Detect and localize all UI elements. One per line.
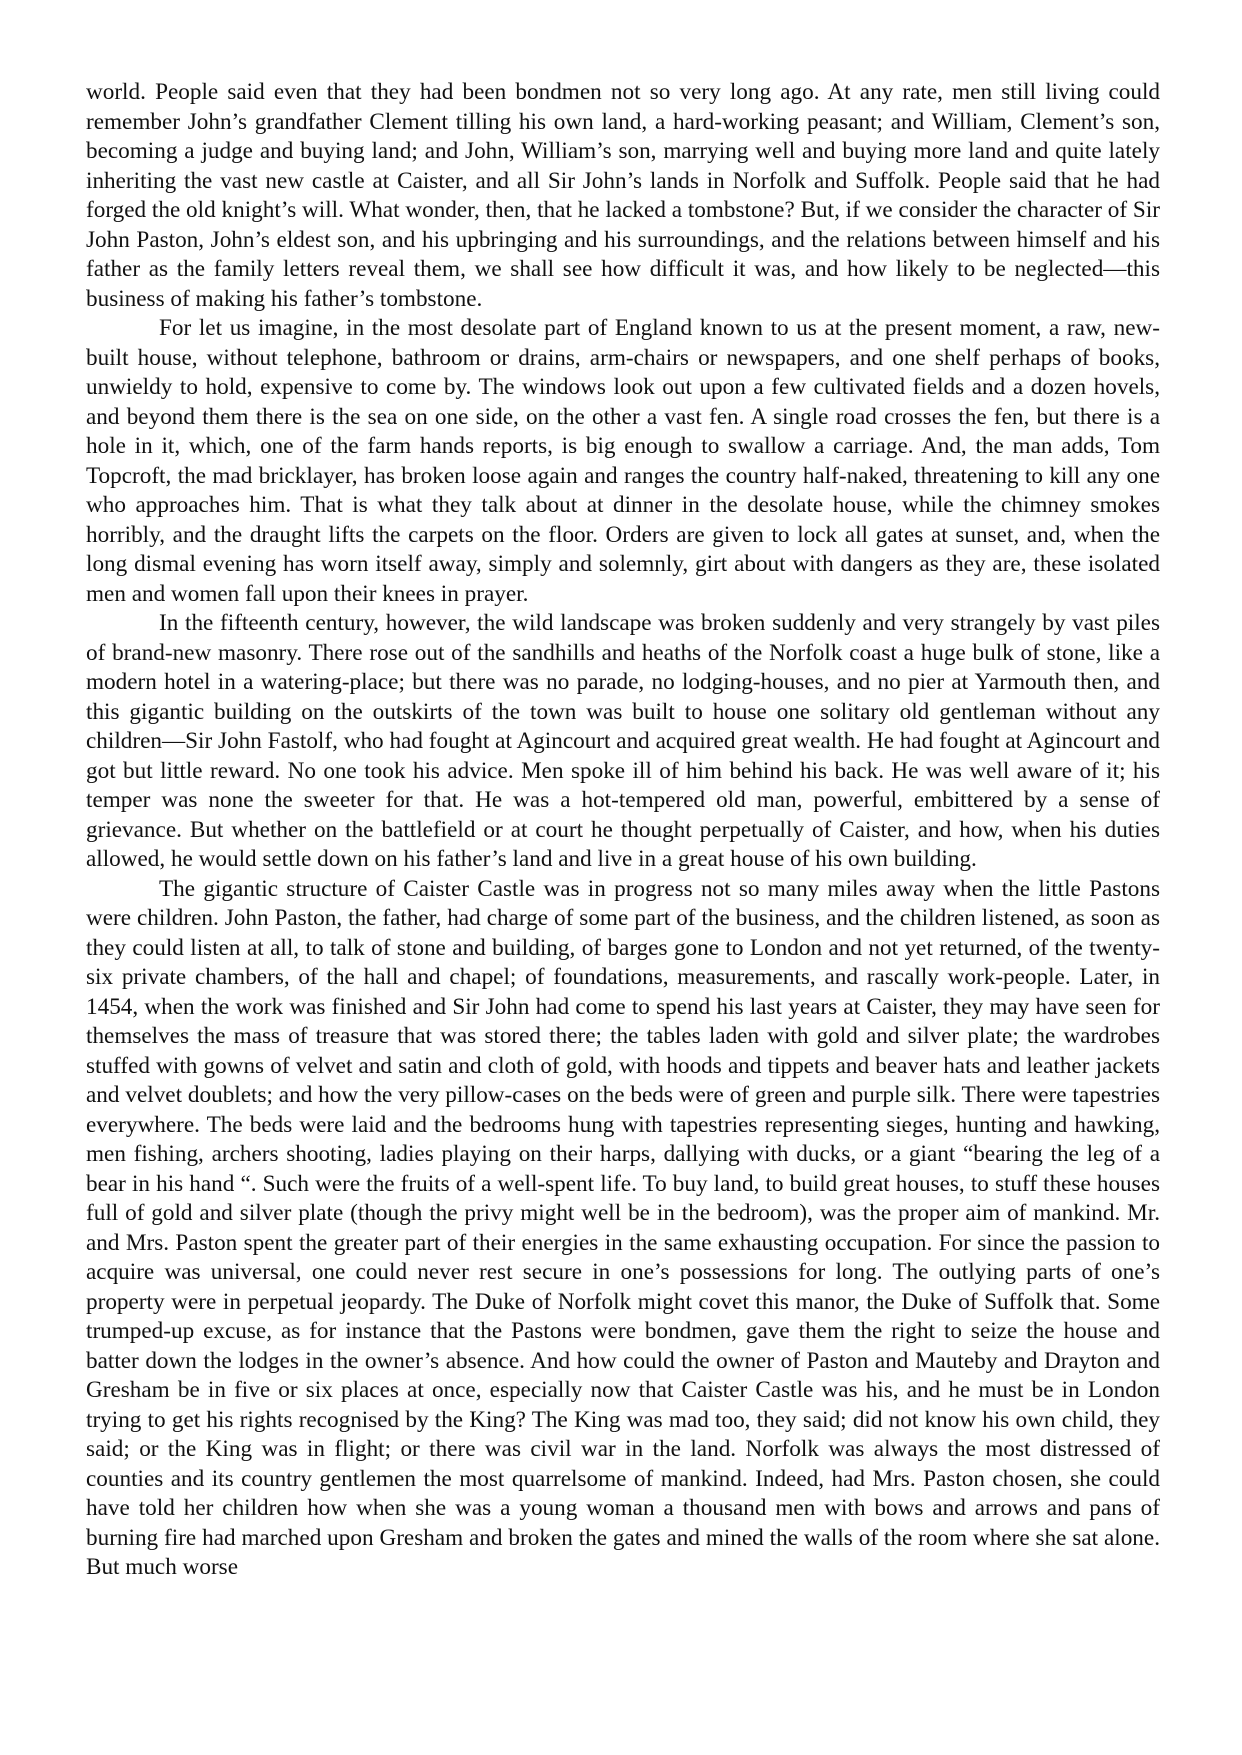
paragraph-2: For let us imagine, in the most desolate part of England known to us at the present moment, a raw, new-built house, without telephone, bathroom or drains, arm-chairs or newspapers, and one shelf perhaps of books, unwieldy to hold, expensive to come by. The windows look out upon a few cultivated fields and a dozen hovels, and beyond them there is the sea on one side, on the other a vast fen. A single road crosses the fen, but there is a hole in it, which, one of the farm hands reports, is big enough to swallow a carriage. And, the man adds, Tom Topcroft, the mad bricklayer, has broken loose again and ranges the country half-naked, threatening to kill any one who approaches him. That is what they talk about at dinner in the desolate house, while the chimney smokes horribly, and the draught lifts the carpets on the floor. Orders are given to lock all gates at sunset, and, when the long dismal evening has worn itself away, simply and solemnly, girt about with dangers as they are, these isolated men and women fall upon their knees in prayer.	[86, 315, 1160, 607]
document-page	[86, 78, 1160, 1583]
paragraph-4: The gigantic structure of Caister Castle was in progress not so many miles away when the little Pastons were children. John Paston, the father, had charge of some part of the business, and the children listened, as soon as they could listen at all, to talk of stone and building, of barges gone to London and not yet returned, of the twenty-six private chambers, of the hall and chapel; of foundations, measurements, and rascally work-people. Later, in 1454, when the work was finished and Sir John had come to spend his last years at Caister, they may have seen for themselves the mass of treasure that was stored there; the tables laden with gold and silver plate; the wardrobes stuffed with gowns of velvet and satin and cloth of gold, with hoods and tippets and beaver hats and leather jackets and velvet doublets; and how the very pillow-cases on the beds were of green and purple silk. There were tapestries everywhere. The beds were laid and the bedrooms hung with tapestries representing sieges, hunting and hawking, men fishing, archers shooting, ladies playing on their harps, dallying with ducks, or a giant “bearing the leg of a bear in his hand “. Such were the fruits of a well-spent life. To buy land, to build great houses, to stuff these houses full of gold and silver plate (though the privy might well be in the bedroom), was the proper aim of mankind. Mr. and Mrs. Paston spent the greater part of their energies in the same exhausting occupation. For since the passion to acquire was universal, one could never rest secure in one’s possessions for long. The outlying parts of one’s property were in perpetual jeopardy. The Duke of Norfolk might covet this manor, the Duke of Suffolk that. Some trumped-up excuse, as for instance that the Pastons were bondmen, gave them the right to seize the house and batter down the lodges in the owner’s absence. And how could the owner of Paston and Mauteby and Drayton and Gresham be in five or six places at once, especially now that Caister Castle was his, and he must be in London trying to get his rights recognised by the King? The King was mad too, they said; did not know his own child, they said; or the King was in flight; or there was civil war in the land. Norfolk was always the most distressed of counties and its country gentlemen the most quarrelsome of mankind. Indeed, had Mrs. Paston chosen, she could have told her children how when she was a young woman a thousand men with bows and arrows and pans of burning fire had marched upon Gresham and broken the gates and mined the walls of the room where she sat alone. But much worse	[86, 875, 1160, 1580]
paragraph-1: world. People said even that they had been bondmen not so very long ago. At any rate, men still living could remember John’s grandfather Clement tilling his own land, a hard-working peasant; and William, Clement’s son, becoming a judge and buying land; and John, William’s son, marrying well and buying more land and quite lately inheriting the vast new castle at Caister, and all Sir John’s lands in Norfolk and Suffolk. People said that he had forged the old knight’s will. What wonder, then, that he lacked a tombstone? But, if we consider the character of Sir John Paston, John’s eldest son, and his upbringing and his surroundings, and the relations between himself and his father as the family letters reveal them, we shall see how difficult it was, and how likely to be neglected—this business of making his father’s tombstone.	[86, 79, 1160, 312]
paragraph-3: In the fifteenth century, however, the wild landscape was broken suddenly and very strangely by vast piles of brand-new masonry. There rose out of the sandhills and heaths of the Norfolk coast a huge bulk of stone, like a modern hotel in a watering-place; but there was no parade, no lodging-houses, and no pier at Yarmouth then, and this gigantic building on the outskirts of the town was built to house one solitary old gentleman without any children—Sir John Fastolf, who had fought at Agincourt and acquired great wealth. He had fought at Agincourt and got but little reward. No one took his advice. Men spoke ill of him behind his back. He was well aware of it; his temper was none the sweeter for that. He was a hot-tempered old man, powerful, embittered by a sense of grievance. But whether on the battlefield or at court he thought perpetually of Caister, and how, when his duties allowed, he would settle down on his father’s land and live in a great house of his own building.	[86, 610, 1160, 872]
